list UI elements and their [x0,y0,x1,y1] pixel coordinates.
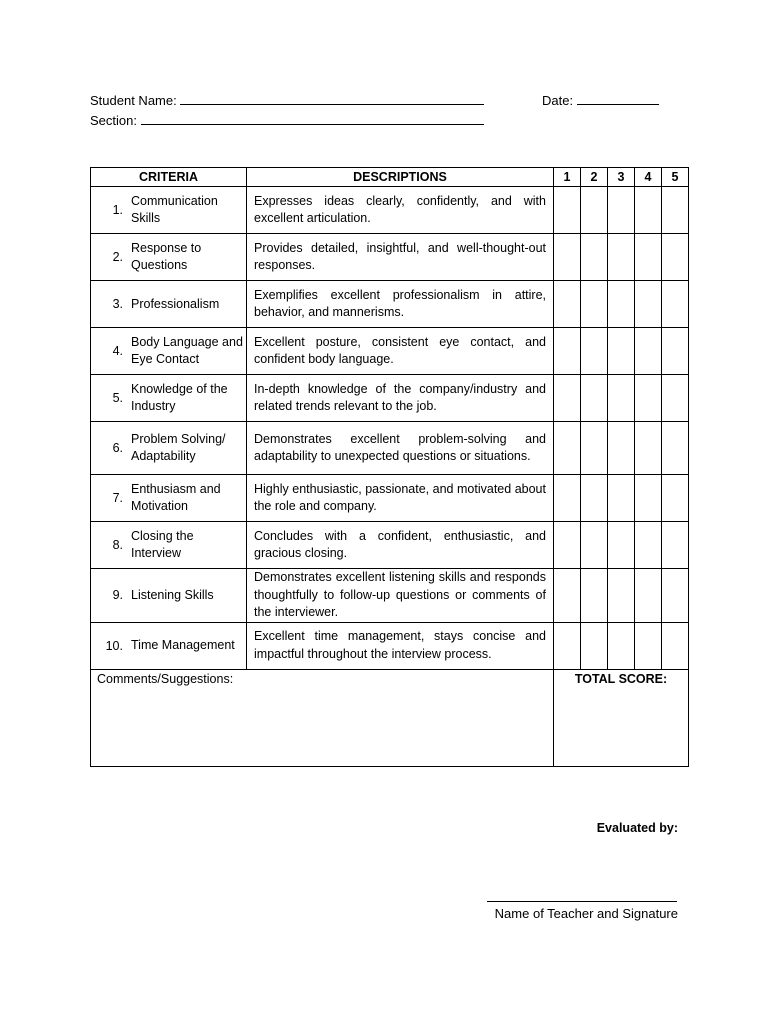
table-row [91,375,689,422]
score-cell-2[interactable] [581,422,608,475]
score-cell-3[interactable] [608,328,635,375]
score-cell-5[interactable] [662,187,689,234]
table-row [91,234,689,281]
table-row [91,622,689,669]
table-row [91,328,689,375]
criteria-label: Response to Questions [131,241,202,272]
criteria-wrap [91,328,246,374]
score-cell-1[interactable] [554,475,581,522]
score-cell-1[interactable] [554,328,581,375]
table-header-row [91,168,689,187]
score-cell-5[interactable] [662,475,689,522]
criteria-number: 3. [112,297,123,311]
criteria-label: Enthusiasm and Motivation [131,482,221,513]
evaluated-by-label: Evaluated by: [596,821,678,835]
score-cell-2[interactable] [581,522,608,569]
criteria-cell [91,234,247,281]
score-cell-3[interactable] [608,522,635,569]
score-cell-1[interactable] [554,522,581,569]
score-cell-2[interactable] [581,375,608,422]
score-cell-5[interactable] [662,422,689,475]
signature-label: Name of Teacher and Signature [494,906,678,921]
description-cell: Concludes with a confident, enthusiastic, and gracious closing. [247,522,554,569]
criteria-wrap [91,522,246,568]
criteria-cell [91,328,247,375]
score-cell-1[interactable] [554,234,581,281]
score-cell-2[interactable] [581,281,608,328]
criteria-wrap [91,623,246,669]
criteria-label: Problem Solving/ Adaptability [131,432,226,463]
criteria-label: Body Language and Eye Contact [131,335,243,366]
table-row [91,522,689,569]
student-name-row [90,93,484,109]
criteria-wrap [91,375,246,421]
score-cell-2[interactable] [581,569,608,623]
score-cell-4[interactable] [635,569,662,623]
criteria-label: Communication Skills [131,194,218,225]
score-cell-3[interactable] [608,375,635,422]
col-header-criteria: CRITERIA [91,168,247,187]
criteria-wrap [91,422,246,474]
score-cell-5[interactable] [662,281,689,328]
criteria-cell [91,475,247,522]
criteria-label: Time Management [131,638,235,652]
col-header-score-3: 3 [608,168,635,187]
criteria-number: 5. [112,391,123,405]
criteria-wrap [91,475,246,521]
score-cell-3[interactable] [608,622,635,669]
score-cell-3[interactable] [608,281,635,328]
description-cell: Demonstrates excellent problem-solving and adaptability to unexpected questions or situations. [247,422,554,475]
score-cell-1[interactable] [554,281,581,328]
score-cell-1[interactable] [554,569,581,623]
table-row [91,187,689,234]
criteria-label: Knowledge of the Industry [131,382,228,413]
criteria-number: 10. [105,638,123,653]
score-cell-2[interactable] [581,622,608,669]
criteria-wrap [91,569,246,622]
section-row [90,113,484,129]
criteria-number: 2. [112,250,123,264]
section-field[interactable] [141,113,484,125]
score-cell-5[interactable] [662,234,689,281]
comments-label: Comments/Suggestions: [97,671,234,686]
table-row [91,569,689,623]
table-row [91,281,689,328]
table-row [91,475,689,522]
score-cell-2[interactable] [581,475,608,522]
student-name-field[interactable] [180,93,484,105]
description-cell: In-depth knowledge of the company/industry and related trends relevant to the job. [247,375,554,422]
score-cell-3[interactable] [608,234,635,281]
criteria-number: 7. [112,491,123,505]
date-label: Date: [542,93,574,108]
signature-line[interactable] [487,901,677,902]
criteria-label: Professionalism [131,296,220,311]
description-cell: Provides detailed, insightful, and well-thought-out responses. [247,234,554,281]
criteria-number: 1. [112,203,123,217]
total-score-cell[interactable] [554,669,689,766]
score-cell-4[interactable] [635,522,662,569]
criteria-cell [91,281,247,328]
score-cell-2[interactable] [581,187,608,234]
criteria-wrap [91,187,246,233]
score-cell-3[interactable] [608,422,635,475]
col-header-score-1: 1 [554,168,581,187]
score-cell-3[interactable] [608,569,635,623]
col-header-score-2: 2 [581,168,608,187]
criteria-wrap [91,281,246,327]
score-cell-1[interactable] [554,375,581,422]
score-cell-5[interactable] [662,622,689,669]
criteria-number: 8. [112,538,123,552]
table-row [91,422,689,475]
score-cell-4[interactable] [635,375,662,422]
col-header-score-4: 4 [635,168,662,187]
score-cell-2[interactable] [581,234,608,281]
score-cell-1[interactable] [554,622,581,669]
score-cell-4[interactable] [635,234,662,281]
description-cell: Excellent time management, stays concise and impactful throughout the interview process. [247,622,554,669]
criteria-number: 9. [112,588,123,603]
criteria-cell [91,622,247,669]
col-header-score-5: 5 [662,168,689,187]
description-cell: Excellent posture, consistent eye contact, and confident body language. [247,328,554,375]
criteria-cell [91,375,247,422]
score-cell-3[interactable] [608,475,635,522]
description-cell: Demonstrates excellent listening skills and responds thoughtfully to follow-up questions or comments of the interviewer. [247,569,554,623]
score-cell-3[interactable] [608,187,635,234]
score-cell-2[interactable] [581,328,608,375]
criteria-wrap [91,234,246,280]
score-cell-4[interactable] [635,475,662,522]
description-cell: Highly enthusiastic, passionate, and motivated about the role and company. [247,475,554,522]
criteria-cell [91,522,247,569]
score-cell-4[interactable] [635,187,662,234]
score-cell-4[interactable] [635,422,662,475]
date-row [542,93,659,109]
score-cell-4[interactable] [635,281,662,328]
criteria-number: 4. [112,344,123,358]
rubric-table [90,167,689,767]
criteria-cell [91,569,247,623]
score-cell-5[interactable] [662,569,689,623]
criteria-label: Listening Skills [131,587,214,602]
criteria-label: Closing the Interview [131,529,194,560]
date-field[interactable] [577,93,659,105]
comments-row [91,669,689,766]
score-cell-1[interactable] [554,422,581,475]
score-cell-5[interactable] [662,375,689,422]
total-score-label: TOTAL SCORE: [574,671,668,686]
criteria-cell [91,187,247,234]
comments-cell[interactable] [91,669,554,766]
score-cell-5[interactable] [662,522,689,569]
score-cell-1[interactable] [554,187,581,234]
student-name-label: Student Name: [90,93,177,108]
score-cell-4[interactable] [635,622,662,669]
score-cell-4[interactable] [635,328,662,375]
description-cell: Expresses ideas clearly, confidently, and with excellent articulation. [247,187,554,234]
criteria-cell [91,422,247,475]
col-header-descriptions: DESCRIPTIONS [247,168,554,187]
score-cell-5[interactable] [662,328,689,375]
section-label: Section: [90,113,137,128]
criteria-number: 6. [112,441,123,455]
description-cell: Exemplifies excellent professionalism in attire, behavior, and mannerisms. [247,281,554,328]
